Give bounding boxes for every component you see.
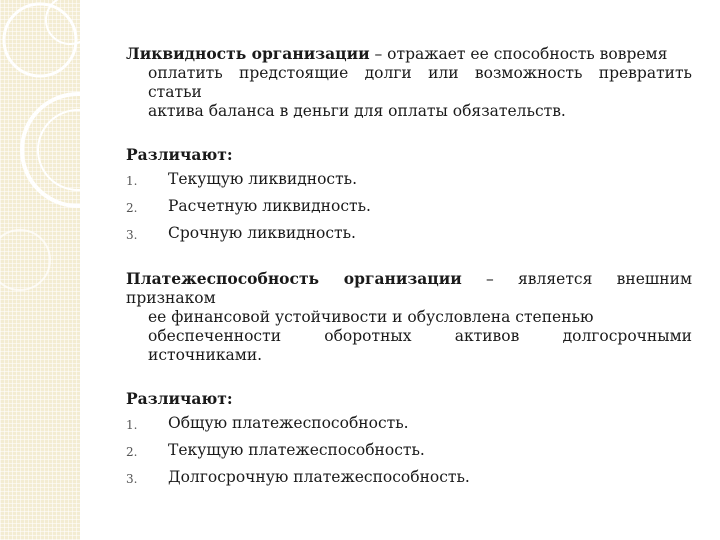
liquidity-definition <box>126 44 692 121</box>
solvency-types-list <box>126 414 692 489</box>
solvency-line3: обеспеченности оборотных активов долгосрочными источниками. <box>148 327 692 364</box>
liquidity-line3: актива баланса в деньги для оплаты обязательств. <box>148 102 566 120</box>
list-item-text: Расчетную ликвидность. <box>168 197 371 215</box>
list-item <box>126 414 692 435</box>
list-item-number: 1. <box>126 418 138 432</box>
list-item <box>126 170 692 191</box>
slide-content <box>126 44 692 513</box>
list-item <box>126 197 692 218</box>
liquidity-types-list <box>126 170 692 245</box>
list-item-number: 3. <box>126 472 138 486</box>
list-item-number: 3. <box>126 228 138 242</box>
liquidity-types-heading: Различают: <box>126 145 233 164</box>
ornament-circles-graphic <box>0 0 80 540</box>
liquidity-line1-rest: – отражает ее способность вовремя <box>369 45 668 63</box>
list-item-number: 2. <box>126 201 138 215</box>
solvency-term: Платежеспособность организации <box>126 269 462 288</box>
liquidity-line2: оплатить предстоящие долги или возможность превратить статьи <box>148 64 692 101</box>
solvency-line1-rest: – является внешним признаком <box>126 270 692 307</box>
list-item <box>126 441 692 462</box>
list-item-text: Срочную ликвидность. <box>168 224 356 242</box>
solvency-definition <box>126 269 692 365</box>
liquidity-term: Ликвидность организации <box>126 44 370 63</box>
liquidity-types <box>126 145 692 245</box>
decorative-side-band <box>0 0 80 540</box>
list-item <box>126 224 692 245</box>
list-item-text: Долгосрочную платежеспособность. <box>168 468 470 486</box>
list-item-number: 1. <box>126 174 138 188</box>
solvency-types <box>126 389 692 489</box>
solvency-types-heading: Различают: <box>126 389 233 408</box>
list-item-text: Текущую ликвидность. <box>168 170 358 188</box>
list-item <box>126 468 692 489</box>
list-item-number: 2. <box>126 445 138 459</box>
solvency-line2: ее финансовой устойчивости и обусловлена степенью <box>148 308 594 326</box>
list-item-text: Общую платежеспособность. <box>168 414 409 432</box>
solvency-paragraph <box>126 269 692 365</box>
liquidity-paragraph <box>126 44 692 121</box>
list-item-text: Текущую платежеспособность. <box>168 441 425 459</box>
